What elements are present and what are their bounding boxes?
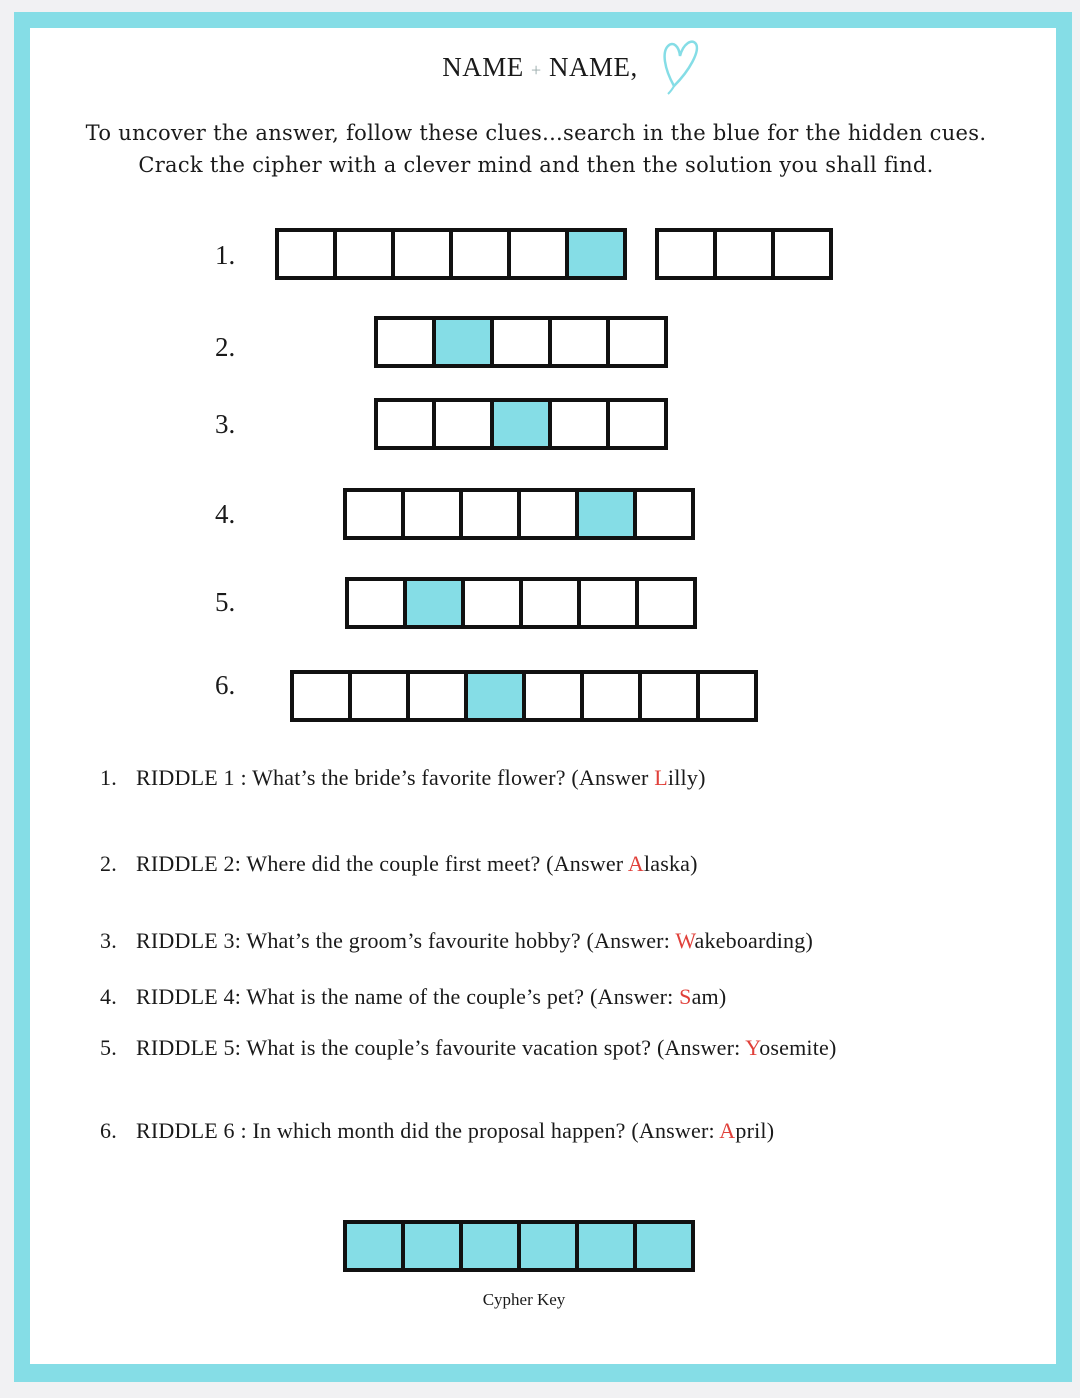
intro-line-1: To uncover the answer, follow these clues...search in the blue for the hidden cues. <box>85 121 987 145</box>
letter-box[interactable] <box>635 577 697 629</box>
letter-box[interactable] <box>348 670 410 722</box>
letter-box[interactable] <box>391 228 453 280</box>
riddle-number: 4. <box>100 984 117 1009</box>
cypher-key-box[interactable] <box>575 1220 637 1272</box>
letter-box[interactable] <box>374 316 436 368</box>
riddle-close: ) <box>718 984 727 1009</box>
letter-box[interactable] <box>517 488 579 540</box>
answer-rest: am <box>691 984 719 1009</box>
answer-first-letter: A <box>719 1118 736 1143</box>
letter-box[interactable] <box>577 577 639 629</box>
letter-box[interactable] <box>696 670 758 722</box>
riddle-number: 3. <box>100 928 117 953</box>
intro-line-2: Crack the cipher with a clever mind and then the solution you shall find. <box>138 153 934 177</box>
answer-rest: pril <box>735 1118 767 1143</box>
highlighted-letter-box[interactable] <box>464 670 526 722</box>
highlighted-letter-box[interactable] <box>575 488 637 540</box>
letter-box[interactable] <box>406 670 468 722</box>
letter-box[interactable] <box>580 670 642 722</box>
answer-first-letter: A <box>627 851 644 876</box>
riddle-close: ) <box>690 851 698 876</box>
answer-rest: akeboarding <box>694 928 806 953</box>
letter-box[interactable] <box>522 670 584 722</box>
highlighted-letter-box[interactable] <box>565 228 627 280</box>
cypher-key-box[interactable] <box>517 1220 579 1272</box>
row-number: 2. <box>215 332 236 362</box>
cypher-key-box[interactable] <box>459 1220 521 1272</box>
letter-box[interactable] <box>519 577 581 629</box>
highlighted-letter-box[interactable] <box>403 577 465 629</box>
riddle-item <box>100 928 813 954</box>
answer-row <box>345 577 697 629</box>
word-gap <box>627 228 655 280</box>
page-title <box>0 52 1080 83</box>
answer-row <box>290 670 758 722</box>
answer-first-letter: S <box>679 984 692 1009</box>
cypher-key-box[interactable] <box>343 1220 405 1272</box>
riddle-text: RIDDLE 6 : In which month did the proposal happen? (Answer: <box>136 1118 720 1143</box>
riddle-close: ) <box>698 765 706 790</box>
riddle-close: ) <box>829 1035 837 1060</box>
answer-row <box>374 398 668 450</box>
letter-box[interactable] <box>606 316 668 368</box>
letter-box[interactable] <box>490 316 552 368</box>
answer-first-letter: Y <box>745 1035 760 1060</box>
riddle-number: 1. <box>100 765 117 790</box>
word-group <box>374 316 668 368</box>
riddle-item <box>100 851 698 877</box>
letter-box[interactable] <box>633 488 695 540</box>
riddle-text: RIDDLE 1 : What’s the bride’s favorite flower? (Answer <box>136 765 655 790</box>
answer-first-letter: L <box>654 765 668 790</box>
answer-row <box>343 488 695 540</box>
word-group <box>290 670 758 722</box>
row-number: 4. <box>215 499 236 529</box>
letter-box[interactable] <box>401 488 463 540</box>
letter-box[interactable] <box>449 228 511 280</box>
intro-text <box>0 117 1072 181</box>
letter-box[interactable] <box>771 228 833 280</box>
letter-box[interactable] <box>374 398 436 450</box>
answer-row <box>275 228 833 280</box>
letter-box[interactable] <box>606 398 668 450</box>
riddle-close: ) <box>805 928 813 953</box>
letter-box[interactable] <box>333 228 395 280</box>
riddle-text: RIDDLE 2: Where did the couple first meet? (Answer <box>136 851 628 876</box>
heart-icon <box>660 34 702 96</box>
highlighted-letter-box[interactable] <box>432 316 494 368</box>
word-group <box>374 398 668 450</box>
answer-rest: illy <box>667 765 699 790</box>
answer-rest: osemite <box>759 1035 830 1060</box>
riddle-item <box>100 984 726 1010</box>
row-number: 3. <box>215 409 236 439</box>
row-number: 6. <box>215 670 236 700</box>
cypher-key-row <box>343 1220 695 1272</box>
letter-box[interactable] <box>655 228 717 280</box>
word-group <box>655 228 833 280</box>
word-group <box>275 228 627 280</box>
riddle-item <box>100 1118 774 1144</box>
letter-box[interactable] <box>461 577 523 629</box>
letter-box[interactable] <box>507 228 569 280</box>
answer-row <box>374 316 668 368</box>
letter-box[interactable] <box>275 228 337 280</box>
plus-sign: + <box>531 60 542 80</box>
name-b: NAME, <box>548 52 638 82</box>
letter-box[interactable] <box>713 228 775 280</box>
letter-box[interactable] <box>548 398 610 450</box>
riddle-text: RIDDLE 5: What is the couple’s favourite vacation spot? (Answer: <box>136 1035 746 1060</box>
riddle-text: RIDDLE 3: What’s the groom’s favourite hobby? (Answer: <box>136 928 676 953</box>
answer-rest: laska <box>643 851 691 876</box>
riddle-item <box>100 1035 837 1061</box>
letter-box[interactable] <box>459 488 521 540</box>
letter-box[interactable] <box>343 488 405 540</box>
highlighted-letter-box[interactable] <box>490 398 552 450</box>
letter-box[interactable] <box>290 670 352 722</box>
letter-box[interactable] <box>345 577 407 629</box>
cypher-key-box[interactable] <box>401 1220 463 1272</box>
riddle-text: RIDDLE 4: What is the name of the couple’s pet? (Answer: <box>136 984 680 1009</box>
name-a: NAME <box>442 52 524 82</box>
word-group <box>345 577 697 629</box>
letter-box[interactable] <box>638 670 700 722</box>
answer-first-letter: W <box>675 928 695 953</box>
riddle-number: 5. <box>100 1035 117 1060</box>
word-group <box>343 488 695 540</box>
riddle-number: 6. <box>100 1118 117 1143</box>
riddle-number: 2. <box>100 851 117 876</box>
letter-box[interactable] <box>548 316 610 368</box>
cypher-key-box[interactable] <box>633 1220 695 1272</box>
cypher-key-caption: Cypher Key <box>482 1290 566 1309</box>
riddle-item <box>100 765 706 791</box>
riddle-close: ) <box>766 1118 775 1143</box>
letter-box[interactable] <box>432 398 494 450</box>
row-number: 5. <box>215 587 236 617</box>
row-number: 1. <box>215 240 236 270</box>
